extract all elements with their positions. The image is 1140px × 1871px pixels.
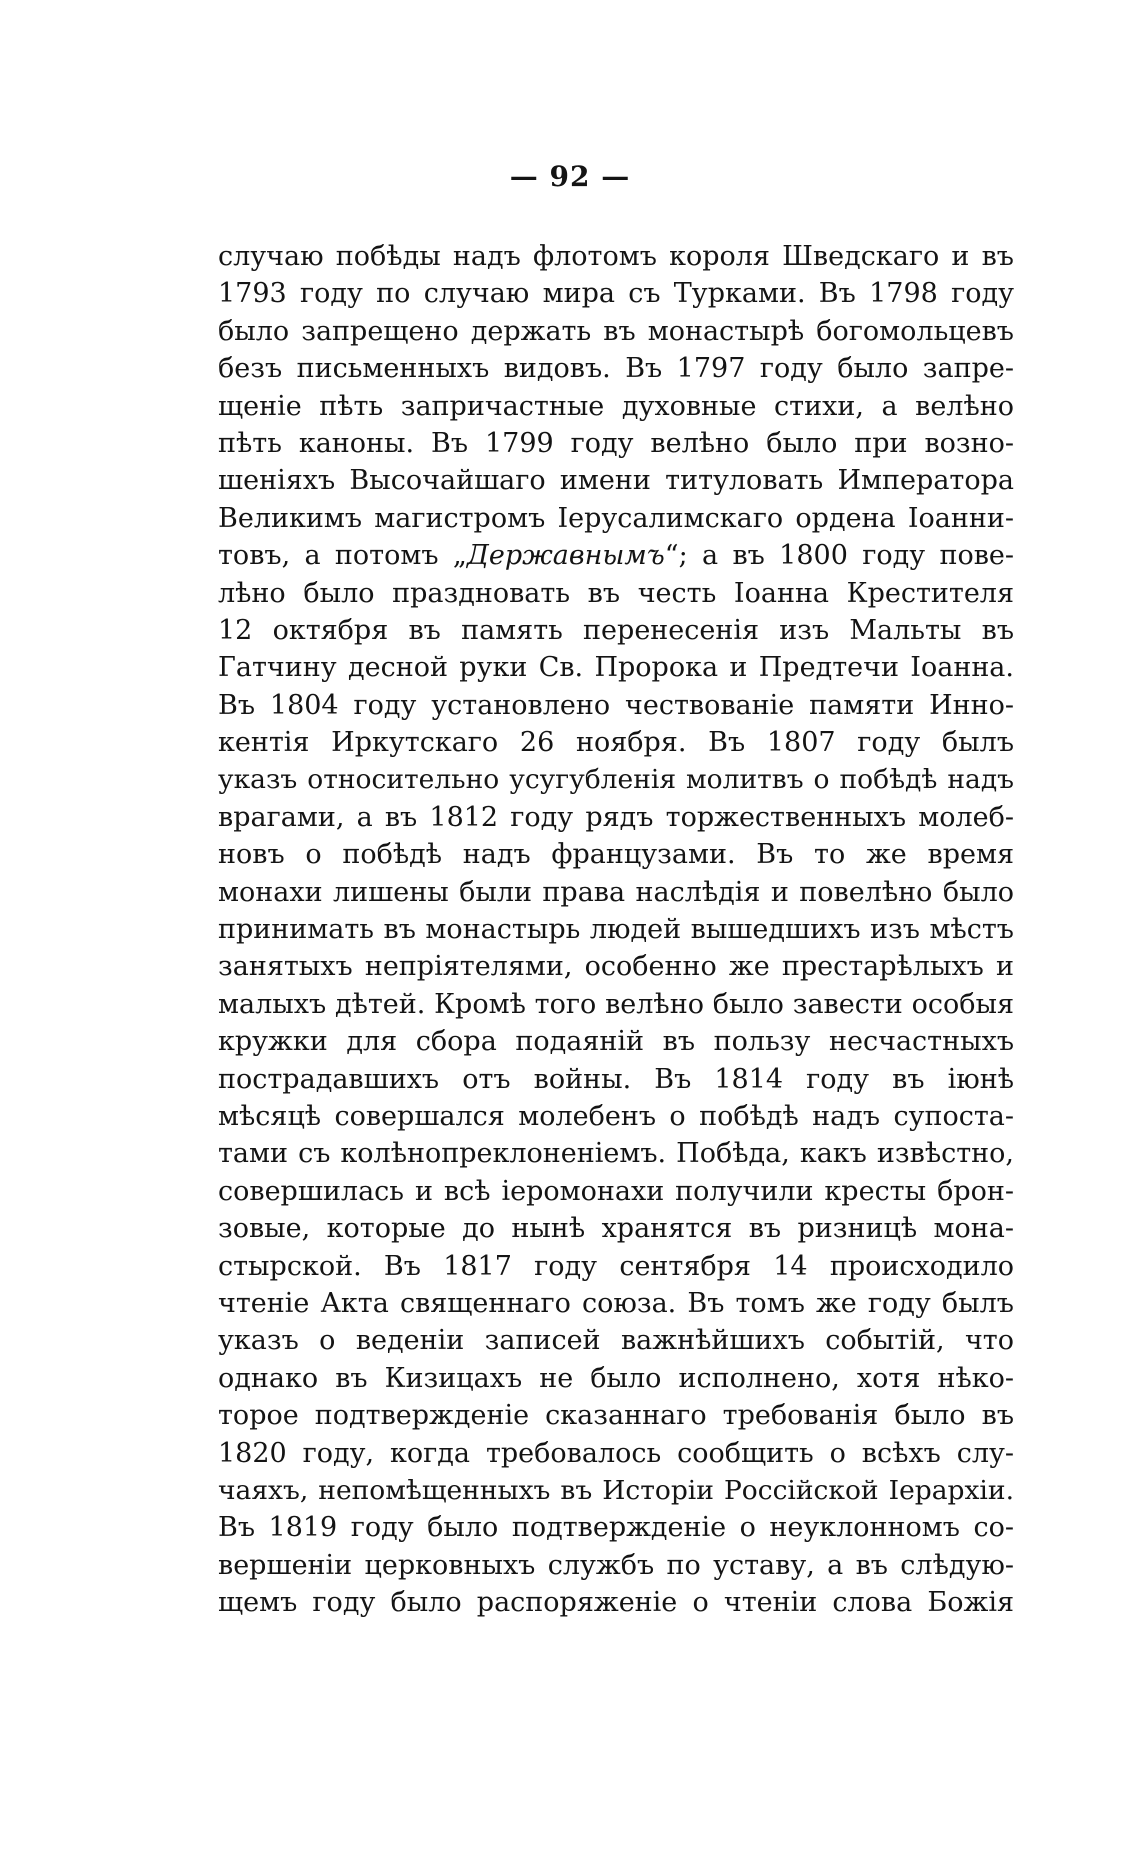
- text-line: чаяхъ, непомѣщенныхъ въ Исторіи Россійской Іерархіи.: [218, 1474, 1014, 1506]
- text-line: кружки для сбора подаяній въ пользу несчастныхъ: [218, 1026, 1014, 1058]
- text-line: однако въ Кизицахъ не было исполнено, хотя нѣко-: [218, 1362, 1014, 1394]
- text-line: пѣть каноны. Въ 1799 году велѣно было при возно-: [218, 427, 1014, 459]
- text-segment: “; а въ 1800 году пове-: [664, 540, 1015, 572]
- text-line: Въ 1819 году было подтвержденіе о неуклонномъ со-: [218, 1512, 1014, 1544]
- text-line: Великимъ магистромъ Іерусалимскаго ордена Іоанни-: [218, 502, 1014, 534]
- text-line: Въ 1804 году установлено чествованіе памяти Инно-: [218, 689, 1014, 721]
- text-line: указъ о веденіи записей важнѣйшихъ событій, что: [218, 1325, 1014, 1357]
- text-line: щеніе пѣть запричастные духовные стихи, а велѣно: [218, 390, 1014, 422]
- text-line-with-italic: [218, 537, 1014, 574]
- text-line: случаю побѣды надъ флотомъ короля Шведскаго и въ: [218, 241, 1014, 272]
- text-line: 1793 году по случаю мира съ Турками. Въ 1798 году: [218, 278, 1014, 310]
- text-line: чтеніе Акта священнаго союза. Въ томъ же году былъ: [218, 1287, 1014, 1319]
- page-number: — 92 —: [509, 160, 631, 193]
- text-line: совершилась и всѣ іеромонахи получили кресты брон-: [218, 1175, 1014, 1207]
- text-line: безъ письменныхъ видовъ. Въ 1797 году было запре-: [218, 353, 1014, 385]
- text-line: указъ относительно усугубленія молитвъ о побѣдѣ надъ: [218, 764, 1014, 796]
- text-line: шеніяхъ Высочайшаго имени титуловать Императора: [218, 465, 1014, 497]
- text-line: кентія Иркутскаго 26 ноября. Въ 1807 году былъ: [218, 727, 1014, 759]
- text-line: вершеніи церковныхъ службъ по уставу, а въ слѣдую-: [218, 1549, 1014, 1581]
- text-line: пострадавшихъ отъ войны. Въ 1814 году въ іюнѣ: [218, 1063, 1014, 1095]
- text-line: щемъ году было распоряженіе о чтеніи слова Божія: [218, 1587, 1014, 1619]
- text-line: 12 октября въ память перенесенія изъ Мальты въ: [218, 614, 1014, 646]
- text-line: 1820 году, когда требовалось сообщить о всѣхъ слу-: [218, 1437, 1014, 1469]
- text-segment: товъ, а потомъ „: [218, 540, 467, 572]
- text-line: Гатчину десной руки Св. Пророка и Предтечи Іоанна.: [218, 652, 1014, 684]
- text-line: было запрещено держать въ монастырѣ богомольцевъ: [218, 315, 1014, 347]
- text-line: мѣсяцѣ совершался молебенъ о побѣдѣ надъ супоста-: [218, 1100, 1014, 1132]
- text-line: врагами, а въ 1812 году рядъ торжественныхъ молеб-: [218, 801, 1014, 833]
- text-line: зовые, которые до нынѣ хранятся въ ризницѣ мона-: [218, 1213, 1014, 1245]
- text-line: занятыхъ непріятелями, особенно же престарѣлыхъ и: [218, 951, 1014, 983]
- text-line: торое подтвержденіе сказаннаго требованія было въ: [218, 1400, 1014, 1432]
- text-line: малыхъ дѣтей. Кромѣ того велѣно было завести особыя: [218, 988, 1014, 1020]
- text-line: новъ о побѣдѣ надъ французами. Въ то же время: [218, 839, 1014, 871]
- text-line: лѣно было праздновать въ честь Іоанна Крестителя: [218, 577, 1014, 609]
- text-line: принимать въ монастырь людей вышедшихъ изъ мѣстъ: [218, 914, 1014, 946]
- text-line: стырской. Въ 1817 году сентября 14 происходило: [218, 1250, 1014, 1282]
- text-line: тами съ колѣнопреклоненіемъ. Побѣда, какъ извѣстно,: [218, 1138, 1014, 1170]
- body-text: [218, 238, 1014, 1621]
- italic-term: Державнымъ: [466, 540, 665, 572]
- text-line: монахи лишены были права наслѣдія и повелѣно было: [218, 876, 1014, 908]
